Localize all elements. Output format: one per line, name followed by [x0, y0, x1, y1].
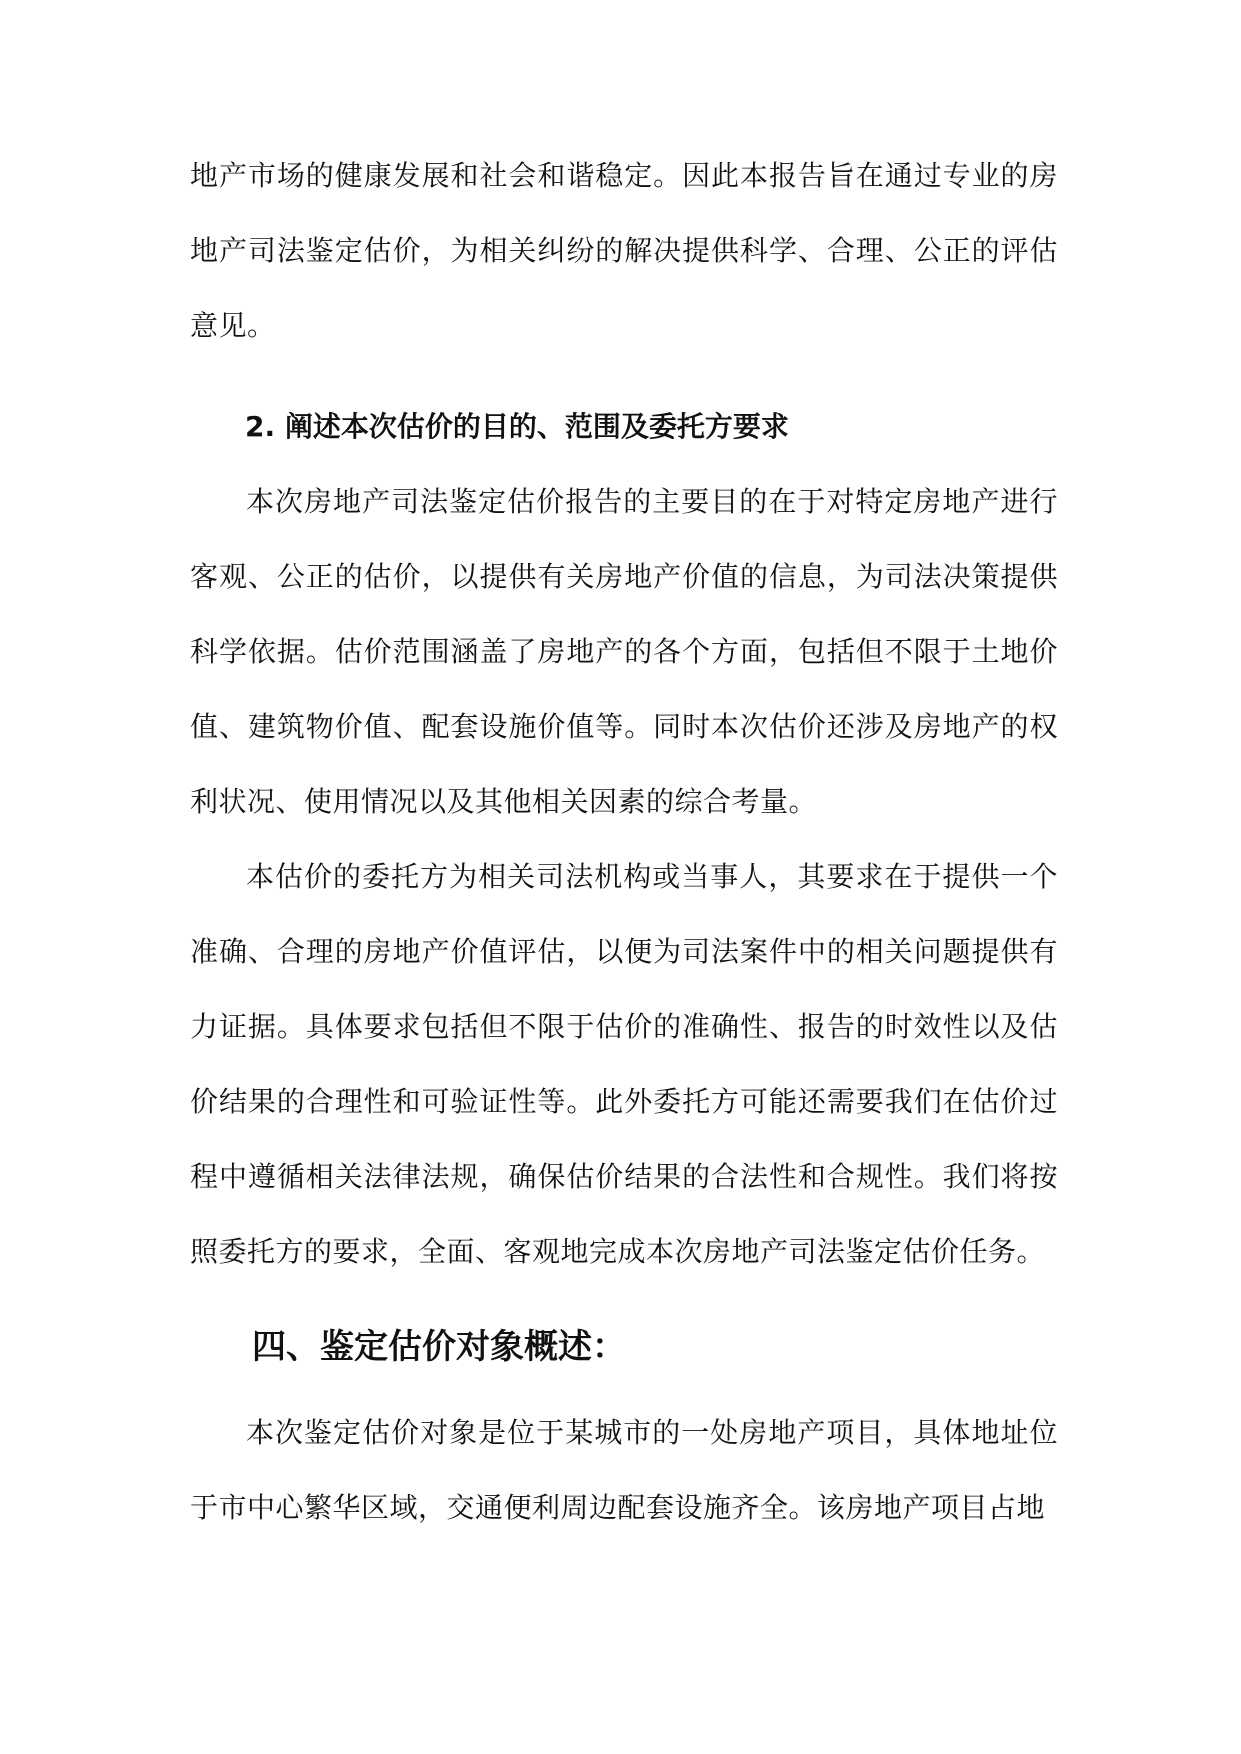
section-heading-object-overview: 四、鉴定估价对象概述： [252, 1327, 626, 1367]
paragraph-purpose: 本次房地产司法鉴定估价报告的主要目的在于对特定房地产进行客观、公正的估价，以提供有关房地产价值的信息，为司法决策提供科学依据。估价范围涵盖了房地产的各个方面，包括但不限于土地价值、建筑物价值、配套设施价值等。同时本次估价还涉及房地产的权利状况、使用情况以及其他相关因素的综合考量。 [190, 485, 1058, 818]
paragraph-object-overview: 本次鉴定估价对象是位于某城市的一处房地产项目，具体地址位于市中心繁华区域，交通便利周边配套设施齐全。该房地产项目占地 [190, 1416, 1058, 1524]
paragraph-client-requirements: 本估价的委托方为相关司法机构或当事人，其要求在于提供一个准确、合理的房地产价值评估，以便为司法案件中的相关问题提供有力证据。具体要求包括但不限于估价的准确性、报告的时效性以及估价结果的合理性和可验证性等。此外委托方可能还需要我们在估价过程中遵循相关法律法规，确保估价结果的合法性和合规性。我们将按照委托方的要求，全面、客观地完成本次房地产司法鉴定估价任务。 [190, 860, 1058, 1268]
document-body [190, 138, 1058, 1545]
subheading-purpose-scope: 2. 阐述本次估价的目的、范围及委托方要求 [245, 410, 789, 443]
paragraph-continuation: 地产市场的健康发展和社会和谐稳定。因此本报告旨在通过专业的房地产司法鉴定估价，为相关纠纷的解决提供科学、合理、公正的评估意见。 [190, 159, 1058, 342]
